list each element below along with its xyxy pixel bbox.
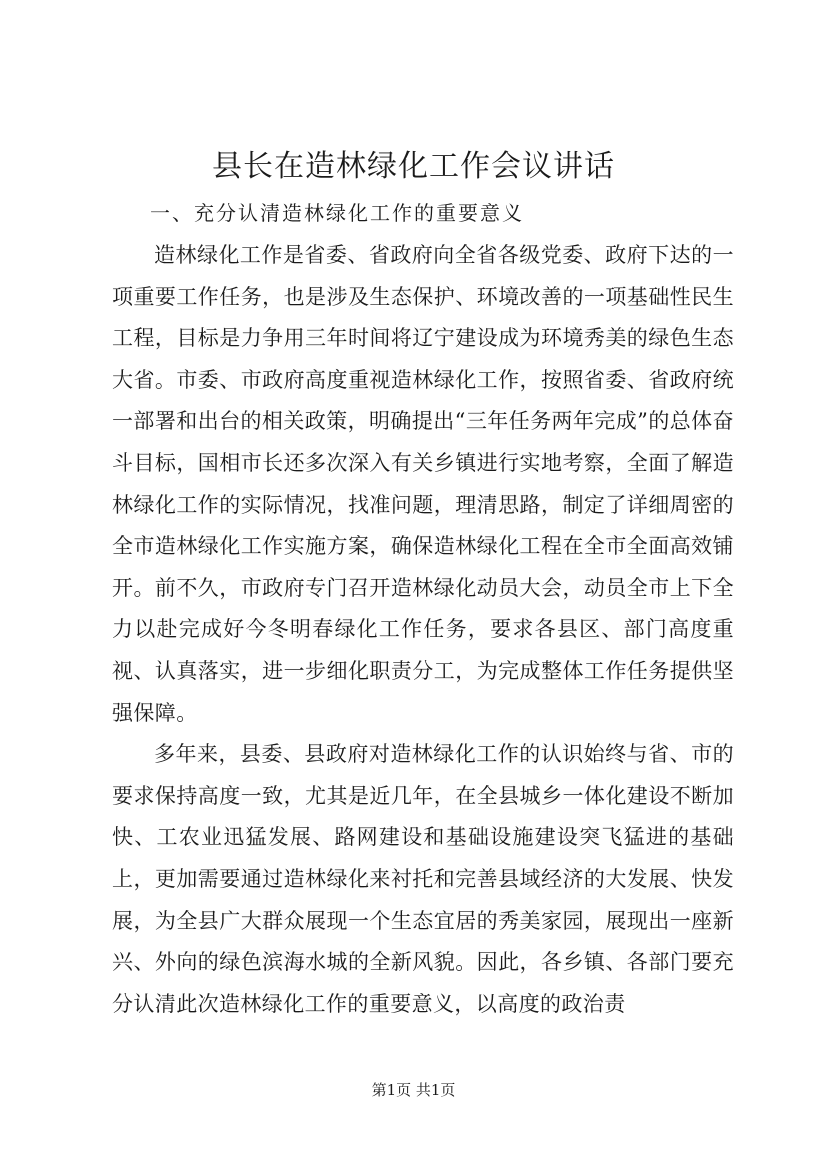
document-body: [112, 235, 734, 1025]
section-heading: 一、充分认清造林绿化工作的重要意义: [150, 201, 524, 225]
paragraph-1: 造林绿化工作是省委、省政府向全省各级党委、政府下达的一项重要工作任务，也是涉及生态保护、环境改善的一项基础性民生工程，目标是力争用三年时间将辽宁建设成为环境秀美的绿色生态大省。市委、市政府高度重视造林绿化工作，按照省委、省政府统一部署和出台的相关政策，明确提出“三年任务两年完成”的总体奋斗目标，国相市长还多次深入有关乡镇进行实地考察，全面了解造林绿化工作的实际情况，找准问题，理清思路，制定了详细周密的全市造林绿化工作实施方案，确保造林绿化工程在全市全面高效铺开。前不久，市政府专门召开造林绿化动员大会，动员全市上下全力以赴完成好今冬明春绿化工作任务，要求各县区、部门高度重视、认真落实，进一步细化职责分工，为完成整体工作任务提供坚强保障。: [112, 243, 734, 725]
paragraph-2: 多年来，县委、县政府对造林绿化工作的认识始终与省、市的要求保持高度一致，尤其是近几年，在全县城乡一体化建设不断加快、工农业迅猛发展、路网建设和基础设施建设突飞猛进的基础上，更加需要通过造林绿化来衬托和完善县域经济的大发展、快发展，为全县广大群众展现一个生态宜居的秀美家园，展现出一座新兴、外向的绿色滨海水城的全新风貌。因此，各乡镇、各部门要充分认清此次造林绿化工作的重要意义，以高度的政治责: [112, 742, 734, 1016]
page-footer: 第1页 共1页: [371, 1081, 456, 1099]
document-title: 县长在造林绿化工作会议讲话: [212, 149, 615, 184]
